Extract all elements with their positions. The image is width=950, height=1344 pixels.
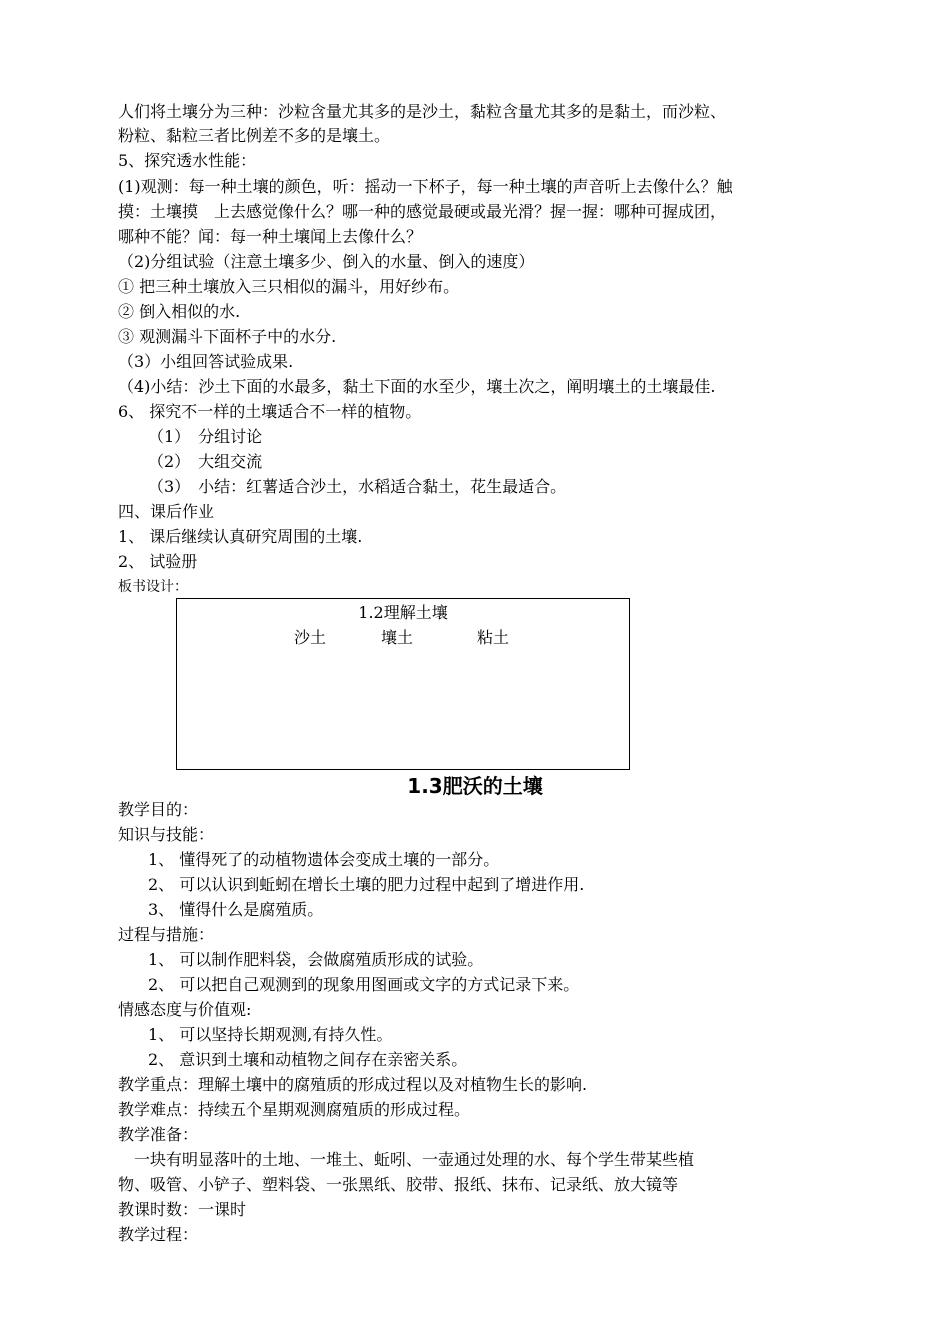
text-line: （2)分组试验（注意土壤多少、倒入的水量、倒入的速度） (118, 252, 535, 271)
difficulty: 教学难点：持续五个星期观测腐殖质的形成过程。 (118, 1100, 471, 1119)
prep-line: 物、吸管、小铲子、塑料袋、一张黑纸、胶带、报纸、抹布、记录纸、放大镜等 (118, 1175, 679, 1194)
list-item: 2、 试验册 (118, 552, 198, 571)
class-hours: 教课时数：一课时 (118, 1200, 247, 1219)
prep-label: 教学准备： (118, 1125, 199, 1144)
text-line: （3）小组回答试验成果. (118, 352, 294, 371)
text-line: 摸：土壤摸 上去感觉像什么？哪一种的感觉最硬或最光滑？握一握：哪种可握成团， (118, 202, 727, 221)
knowledge-item: 3、 懂得什么是腐殖质。 (148, 900, 324, 919)
knowledge-item: 1、 懂得死了的动植物遗体会变成土壤的一部分。 (148, 850, 500, 869)
text-line: （4)小结：沙土下面的水最多，黏土下面的水至少，壤土次之，阐明壤土的土壤最佳. (118, 377, 716, 396)
sub-item: （3） 小结：红薯适合沙土，水稻适合黏土，花生最适合。 (148, 477, 567, 496)
prep-line: 一块有明显落叶的土地、一堆土、蚯吲、一壶通过处理的水、每个学生带某些植 (118, 1150, 695, 1169)
text-line: 哪种不能？闻：每一种土壤闻上去像什么？ (118, 227, 423, 246)
goal-label: 教学目的： (118, 800, 199, 819)
lesson-heading: 1.3肥沃的土壤 (407, 774, 543, 798)
key-point: 教学重点：理解土壤中的腐殖质的形成过程以及对植物生长的影响. (118, 1075, 588, 1094)
section-heading: 5、探究透水性能： (118, 151, 257, 170)
sub-item: （2） 大组交流 (148, 452, 263, 471)
board-design-box (176, 598, 630, 770)
step-item: ① 把三种土壤放入三只相似的漏斗，用好纱布。 (118, 277, 460, 296)
board-word: 粘土 (477, 628, 510, 647)
section-heading: 6、 探究不一样的土壤适合不一样的植物。 (118, 402, 422, 421)
process-item: 1、 可以制作肥料袋，会做腐殖质形成的试验。 (148, 950, 484, 969)
board-label: 板书设计： (118, 579, 188, 595)
knowledge-item: 2、 可以认识到蚯蚓在增长土壤的肥力过程中起到了增进作用. (148, 875, 585, 894)
step-item: ② 倒入相似的水. (118, 302, 241, 321)
emotion-label: 情感态度与价值观: (118, 1000, 252, 1019)
sub-item: （1） 分组讨论 (148, 427, 263, 446)
knowledge-label: 知识与技能： (118, 825, 215, 844)
text-line: 粉粒、黏粒三者比例差不多的是壤土。 (118, 126, 391, 145)
process-title: 教学过程： (118, 1225, 199, 1244)
text-line: 人们将土壤分为三种：沙粒含量尤其多的是沙土，黏粒含量尤其多的是黏土，而沙粒、 (118, 102, 727, 121)
section-heading: 四、课后作业 (118, 502, 215, 521)
board-title: 1.2理解土壤 (358, 603, 448, 622)
text-line: (1)观测：每一种土壤的颜色，听：摇动一下杯子，每一种土壤的声音听上去像什么？触 (118, 177, 733, 196)
step-item: ③ 观测漏斗下面杯子中的水分. (118, 327, 337, 346)
emotion-item: 2、 意识到土壤和动植物之间存在亲密关系。 (148, 1050, 468, 1069)
list-item: 1、 课后继续认真研究周围的土壤. (118, 527, 363, 546)
board-word: 沙土 (294, 628, 327, 647)
process-item: 2、 可以把自己观测到的现象用图画或文字的方式记录下来。 (148, 975, 580, 994)
board-word: 壤土 (381, 628, 414, 647)
process-label: 过程与措施： (118, 925, 215, 944)
emotion-item: 1、 可以坚持长期观测,有持久性。 (148, 1025, 393, 1044)
